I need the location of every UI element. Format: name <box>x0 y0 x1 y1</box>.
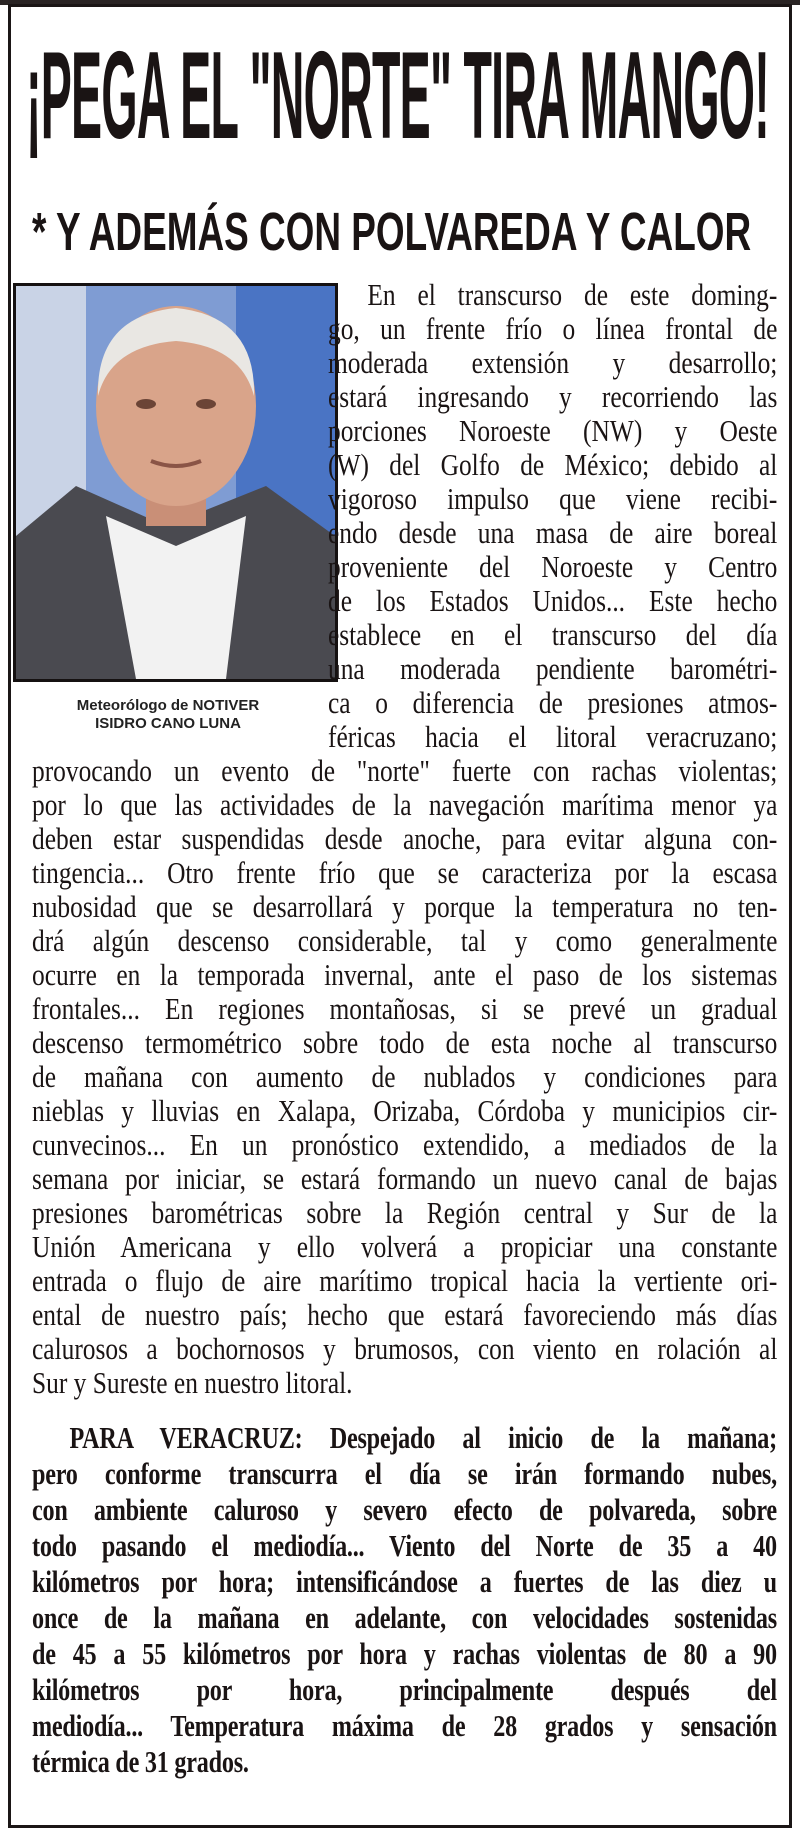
article-body-text <box>32 754 777 1400</box>
text-line: proveniente del Noroeste y Centro <box>328 549 778 584</box>
caption-name: ISIDRO CANO LUNA <box>95 715 241 732</box>
text-line: todo pasando el mediodía... Viento del Norte de 35 a 40 <box>32 1528 777 1563</box>
text-line: nieblas y lluvias en Xalapa, Orizaba, Córdoba y municipios cir- <box>32 1093 778 1128</box>
text-line: (W) del Golfo de México; debido al <box>328 447 778 482</box>
text-line: presiones barométricas sobre la Región central y Sur de la <box>32 1195 778 1230</box>
text-line: endo desde una masa de aire boreal <box>328 515 778 550</box>
article-column-text <box>328 278 777 754</box>
text-line: En el transcurso de este doming- <box>367 277 778 312</box>
text-line: once de la mañana en adelante, con velocidades sostenidas <box>32 1600 777 1635</box>
text-line: kilómetros por hora, principalmente después del <box>32 1672 777 1707</box>
forecast-paragraph <box>32 1420 777 1780</box>
text-line: estará ingresando y recorriendo las <box>328 379 778 414</box>
text-line: semana por iniciar, se estará formando un nuevo canal de bajas <box>32 1161 778 1196</box>
text-line: de mañana con aumento de nublados y condiciones para <box>32 1059 778 1094</box>
text-line: moderada extensión y desarrollo; <box>328 345 778 380</box>
text-line: cunvecinos... En un pronóstico extendido, a mediados de la <box>32 1127 778 1162</box>
text-line: ca o diferencia de presiones atmos- <box>328 685 778 720</box>
text-line: kilómetros por hora; intensificándose a fuertes de las diez u <box>32 1564 777 1599</box>
text-line: drá algún descenso considerable, tal y como generalmente <box>32 923 778 958</box>
text-line: frontales... En regiones montañosas, si se prevé un gradual <box>32 991 778 1026</box>
text-line: de 45 a 55 kilómetros por hora y rachas violentas de 80 a 90 <box>32 1636 777 1671</box>
text-line: ocurre en la temporada invernal, ante el paso de los sistemas <box>32 957 778 992</box>
text-line: go, un frente frío o línea frontal de <box>328 311 778 346</box>
text-line: tingencia... Otro frente frío que se caracteriza por la escasa <box>32 855 778 890</box>
text-line: por lo que las actividades de la navegación marítima menor ya <box>32 787 778 822</box>
text-line: descenso termométrico sobre todo de esta noche al transcurso <box>32 1025 778 1060</box>
text-line: vigoroso impulso que viene recibi- <box>328 481 778 516</box>
text-line: establece en el transcurso del día <box>328 617 778 652</box>
caption-role: Meteorólogo de NOTIVER <box>76 697 260 714</box>
text-line: pero conforme transcurra el día se irán formando nubes, <box>32 1456 777 1491</box>
text-line: entrada o flujo de aire marítimo tropical hacia la vertiente ori- <box>32 1263 778 1298</box>
text-line: mediodía... Temperatura máxima de 28 grados y sensación <box>32 1708 777 1743</box>
text-line: de los Estados Unidos... Este hecho <box>328 583 778 618</box>
text-line: térmica de 31 grados. <box>32 1744 249 1779</box>
text-line: calurosos a bochornosos y brumosos, con viento en rolación al <box>32 1331 778 1366</box>
text-line: una moderada pendiente barométri- <box>328 651 778 686</box>
author-photo <box>13 283 338 682</box>
text-line: nubosidad que se desarrollará y porque la temperatura no ten- <box>32 889 778 924</box>
text-line: porciones Noroeste (NW) y Oeste <box>328 413 778 448</box>
text-line: Sur y Sureste en nuestro litoral. <box>32 1365 353 1400</box>
text-line: PARA VERACRUZ: Despejado al inicio de la mañana; <box>69 1420 777 1455</box>
text-line: féricas hacia el litoral veracruzano; <box>328 719 778 754</box>
text-line: deben estar suspendidas desde anoche, para evitar alguna con- <box>32 821 778 856</box>
subheadline: * Y ADEMÁS CON POLVAREDA Y CALOR <box>32 202 752 262</box>
headline: ¡PEGA EL "NORTE" TIRA MANGO! <box>26 27 769 165</box>
text-line: provocando un evento de "norte" fuerte con rachas violentas; <box>32 753 778 788</box>
photo-caption <box>13 697 323 733</box>
text-line: Unión Americana y ello volverá a propiciar una constante <box>32 1229 778 1264</box>
text-line: ental de nuestro país; hecho que estará favoreciendo más días <box>32 1297 778 1332</box>
text-line: con ambiente caluroso y severo efecto de polvareda, sobre <box>32 1492 777 1527</box>
portrait-image <box>16 286 335 679</box>
